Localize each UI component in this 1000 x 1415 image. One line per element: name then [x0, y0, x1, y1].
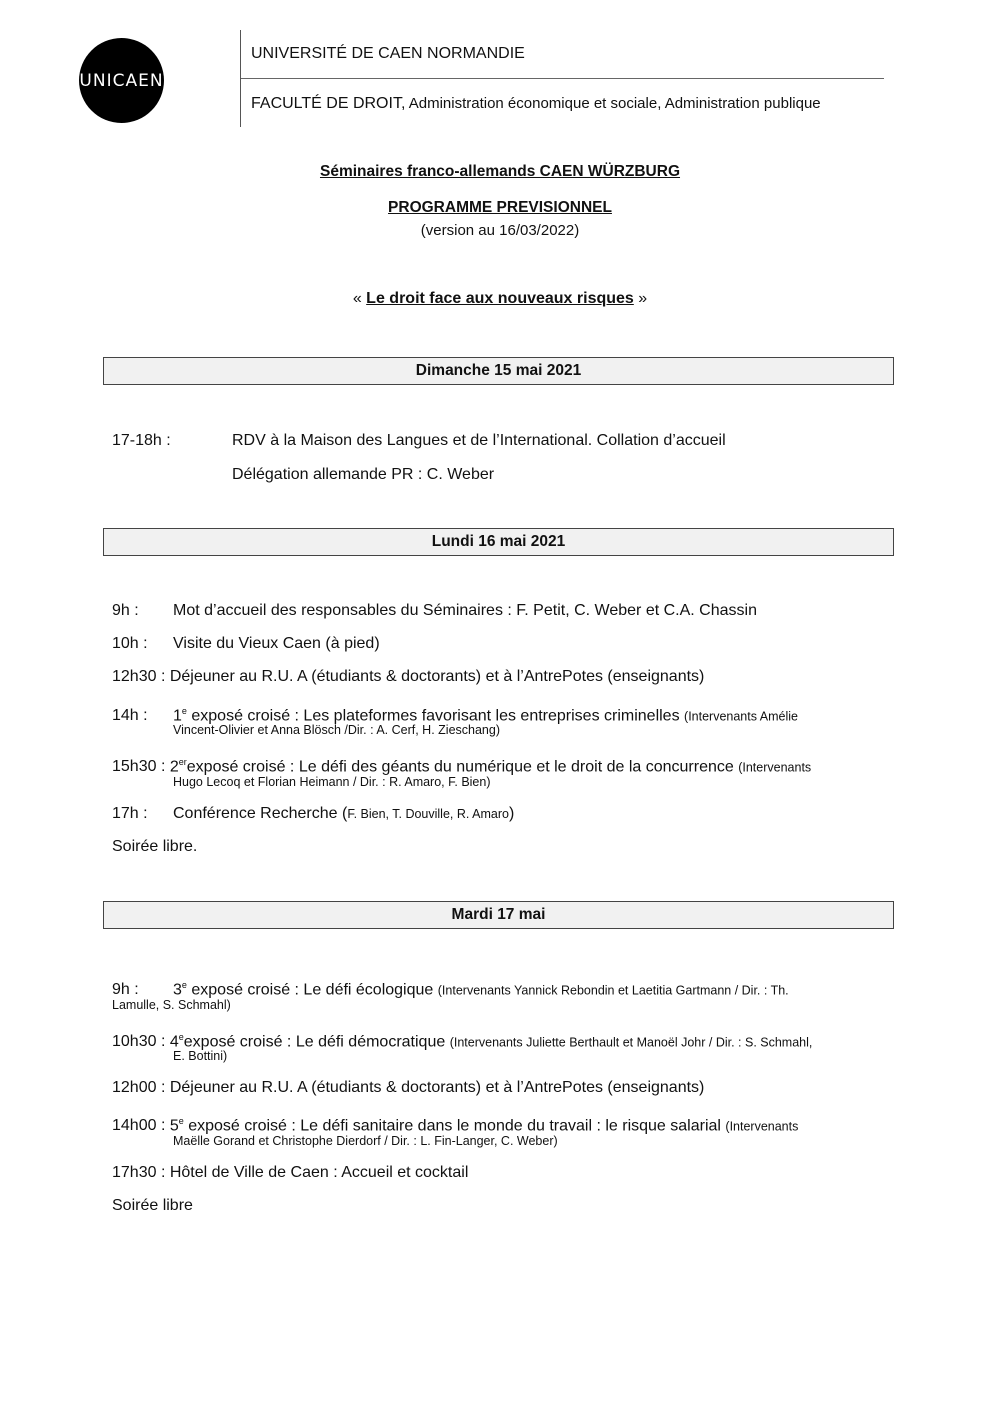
schedule-item-details: Lamulle, S. Schmahl): [112, 998, 231, 1012]
header-horizontal-divider: [241, 78, 884, 79]
schedule-item: 14h : 1e exposé croisé : Les plateformes favorisant les entreprises criminelles (Intervenants Amélie: [112, 706, 798, 725]
theme-title: « Le droit face aux nouveaux risques »: [352, 290, 648, 307]
theme-text: Le droit face aux nouveaux risques: [366, 290, 634, 307]
schedule-item: 17h : Conférence Recherche (F. Bien, T. Douville, R. Amaro): [112, 805, 515, 822]
schedule-item: 12h00 : Déjeuner au R.U. A (étudiants & doctorants) et à l’AntrePotes (enseignants): [112, 1079, 705, 1096]
schedule-item-details: E. Bottini): [173, 1049, 228, 1063]
faculty-name: [251, 95, 821, 113]
schedule-item: 17-18h : RDV à la Maison des Langues et de l’International. Collation d’accueil: [112, 432, 726, 449]
unicaen-logo: UNICAEN: [79, 38, 164, 123]
day-header-sunday: Dimanche 15 mai 2021: [103, 357, 894, 385]
schedule-item: 15h30 : 2erexposé croisé : Le défi des géants du numérique et le droit de la concurrence (Intervenants: [112, 757, 812, 776]
faculty-rest: Administration économique et sociale, Administration publique: [405, 95, 821, 112]
version-date: (version au 16/03/2022): [420, 222, 580, 239]
schedule-item: 12h30 : Déjeuner au R.U. A (étudiants & doctorants) et à l’AntrePotes (enseignants): [112, 668, 705, 685]
schedule-item: 9h : 3e exposé croisé : Le défi écologique (Intervenants Yannick Rebondin et Laetitia Gartmann / Dir. : Th.: [112, 980, 789, 999]
programme-title: PROGRAMME PREVISIONNEL: [388, 199, 612, 216]
seminar-title: Séminaires franco-allemands CAEN WÜRZBURG: [319, 163, 681, 180]
schedule-item-details: Hugo Lecoq et Florian Heimann / Dir. : R. Amaro, F. Bien): [173, 775, 491, 789]
schedule-item-details: Maëlle Gorand et Christophe Dierdorf / Dir. : L. Fin-Langer, C. Weber): [173, 1134, 558, 1148]
schedule-item: 10h : Visite du Vieux Caen (à pied): [112, 635, 380, 652]
day-header-monday: Lundi 16 mai 2021: [103, 528, 894, 556]
schedule-item: Soirée libre.: [112, 838, 198, 855]
schedule-item: 10h30 : 4eexposé croisé : Le défi démocratique (Intervenants Juliette Berthault et Manoël Johr / Dir. : S. Schmahl,: [112, 1032, 813, 1051]
schedule-item: 9h : Mot d’accueil des responsables du Séminaires : F. Petit, C. Weber et C.A. Chassin: [112, 602, 757, 619]
schedule-item: Délégation allemande PR : C. Weber: [232, 466, 495, 483]
day-header-tuesday: Mardi 17 mai: [103, 901, 894, 929]
faculty-bold: FACULTÉ DE DROIT,: [251, 95, 406, 112]
university-name: UNIVERSITÉ DE CAEN NORMANDIE: [251, 45, 525, 62]
schedule-item: 14h00 : 5e exposé croisé : Le défi sanitaire dans le monde du travail : le risque salarial (Intervenants: [112, 1116, 799, 1135]
schedule-item-details: Vincent-Olivier et Anna Blösch /Dir. : A. Cerf, H. Zieschang): [173, 723, 500, 737]
schedule-item: Soirée libre: [112, 1197, 193, 1214]
schedule-item: 17h30 : Hôtel de Ville de Caen : Accueil et cocktail: [112, 1164, 469, 1181]
